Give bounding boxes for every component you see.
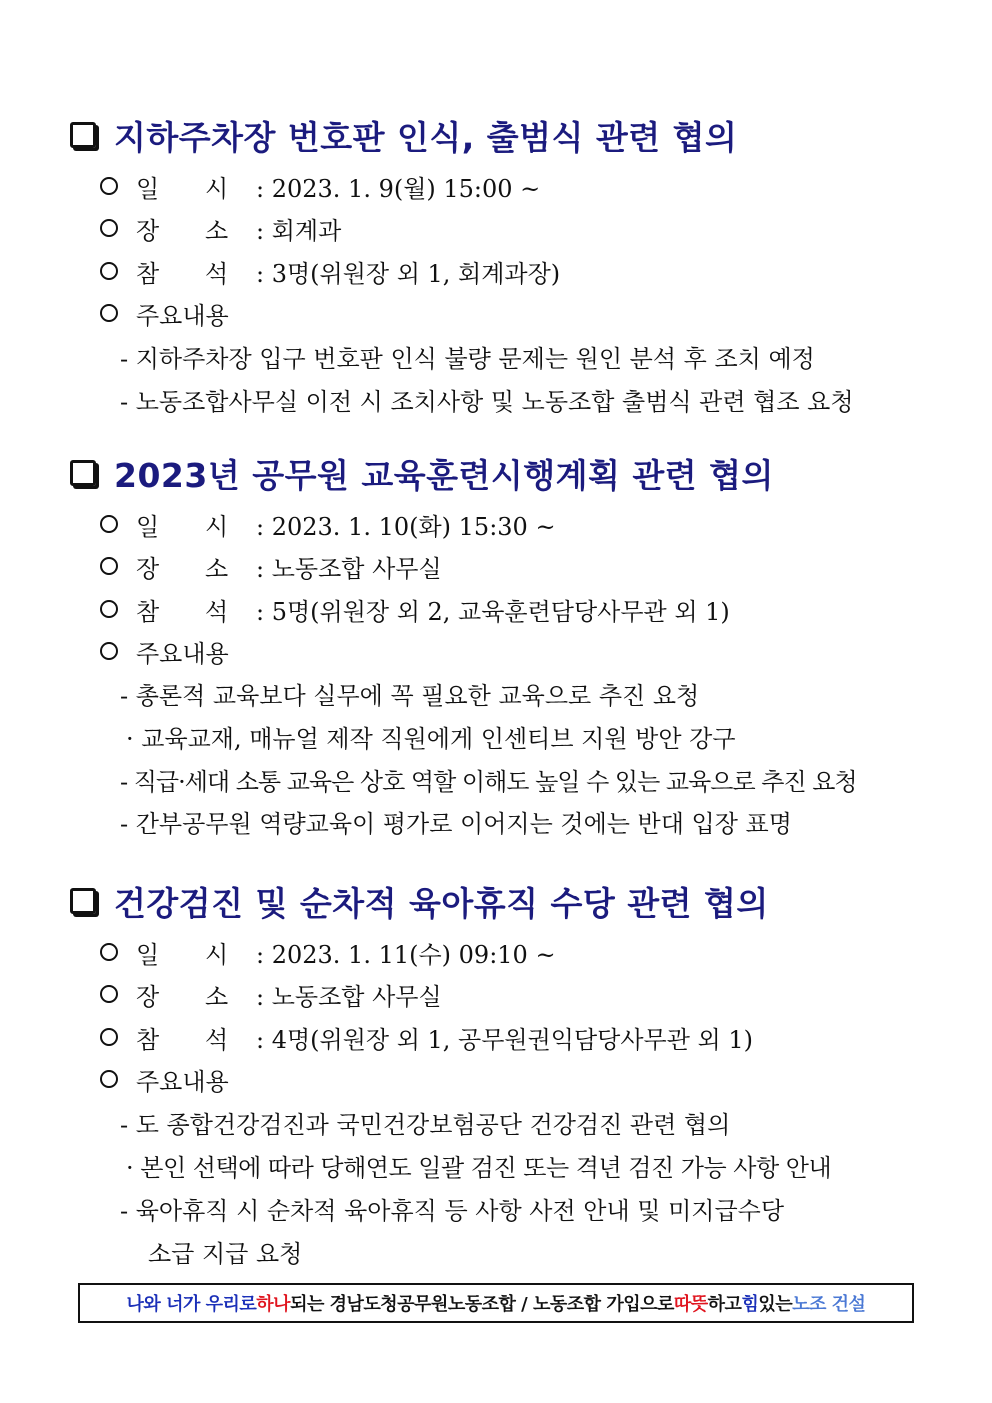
section-1-date-row [100,166,540,206]
attendees-value: : 5명(위원장 외 2, 교육훈련담당사무관 외 1) [256,597,730,626]
section-1-attendees-row [100,251,560,291]
circle-bullet-icon [100,557,118,575]
section-1-place-row [100,208,341,248]
list-item: · 본인 선택에 따라 당해연도 일괄 검진 또는 격년 검진 가능 사항 안내 [126,1153,832,1182]
circle-bullet-icon [100,177,118,195]
list-item: · 교육교재, 매뉴얼 제작 직원에게 인센티브 지원 방안 강구 [126,724,736,753]
slogan-highlight-one: 하나 [256,1294,291,1315]
list-item: - 노동조합사무실 이전 시 조치사항 및 노동조합 출범식 관련 협조 요청 [120,387,854,416]
circle-bullet-icon [100,642,118,660]
place-label: 장 소 [136,216,229,245]
place-label: 장 소 [136,982,229,1011]
checkbox-square-icon [70,122,96,148]
circle-bullet-icon [100,515,118,533]
slogan-part: 있는 [758,1294,793,1315]
attendees-label: 참 석 [136,259,229,288]
attendees-value: : 4명(위원장 외 1, 공무원권익담당사무관 외 1) [256,1025,753,1054]
circle-bullet-icon [100,600,118,618]
section-1-content-row [100,293,229,333]
slogan-part: 되는 경남도청공무원노동조합 / 노동조합 가입으로 [290,1294,674,1315]
attendees-label: 참 석 [136,597,229,626]
circle-bullet-icon [100,943,118,961]
slogan-part: 나와 너가 우리로 [126,1294,257,1315]
list-item: - 직급·세대 소통 교육은 상호 역할 이해도 높일 수 있는 교육으로 추진 요청 [120,767,857,796]
date-value: : 2023. 1. 9(월) 15:00 ~ [256,174,541,203]
place-value: : 노동조합 사무실 [256,554,442,583]
slogan-part: 하고 [707,1294,742,1315]
section-3-date-row [100,932,556,972]
section-2-heading [70,448,774,498]
list-item: - 도 종합건강검진과 국민건강보험공단 건강검진 관련 협의 [120,1110,731,1139]
content-label: 주요내용 [136,301,229,330]
circle-bullet-icon [100,1070,118,1088]
circle-bullet-icon [100,262,118,280]
slogan-highlight-warm: 따뜻 [673,1294,708,1315]
section-2-title: 2023년 공무원 교육훈련시행계획 관련 협의 [114,455,774,495]
list-item-continuation: 소급 지급 요청 [148,1239,303,1268]
section-1-heading [70,110,737,160]
slogan-banner [78,1283,914,1323]
attendees-value: : 3명(위원장 외 1, 회계과장) [256,259,561,288]
circle-bullet-icon [100,1028,118,1046]
list-item: - 총론적 교육보다 실무에 꼭 필요한 교육으로 추진 요청 [120,681,700,710]
slogan-highlight-union: 노조 건설 [792,1294,866,1315]
checkbox-square-icon [70,888,96,914]
content-label: 주요내용 [136,1067,229,1096]
attendees-label: 참 석 [136,1025,229,1054]
date-value: : 2023. 1. 10(화) 15:30 ~ [256,512,556,541]
section-2-attendees-row [100,589,730,629]
slogan-highlight-power: 힘 [741,1294,759,1315]
circle-bullet-icon [100,304,118,322]
list-item: - 간부공무원 역량교육이 평가로 이어지는 것에는 반대 입장 표명 [120,809,792,838]
date-label: 일 시 [136,512,229,541]
list-item: - 육아휴직 시 순차적 육아휴직 등 사항 사전 안내 및 미지급수당 [120,1196,784,1225]
section-3-title: 건강검진 및 순차적 육아휴직 수당 관련 협의 [114,883,769,923]
place-value: : 노동조합 사무실 [256,982,442,1011]
date-label: 일 시 [136,940,229,969]
content-label: 주요내용 [136,639,229,668]
section-3-place-row [100,974,442,1014]
place-value: : 회계과 [256,216,342,245]
section-2-content-row [100,631,229,671]
section-2-place-row [100,546,442,586]
section-1-title: 지하주차장 번호판 인식, 출범식 관련 협의 [114,117,738,157]
section-3-heading [70,876,769,926]
list-item: - 지하주차장 입구 번호판 인식 불량 문제는 원인 분석 후 조치 예정 [120,344,815,373]
section-3-content-row [100,1059,229,1099]
circle-bullet-icon [100,219,118,237]
section-2-date-row [100,504,556,544]
checkbox-square-icon [70,460,96,486]
date-label: 일 시 [136,174,229,203]
place-label: 장 소 [136,554,229,583]
section-3-attendees-row [100,1017,753,1057]
circle-bullet-icon [100,985,118,1003]
date-value: : 2023. 1. 11(수) 09:10 ~ [256,940,556,969]
